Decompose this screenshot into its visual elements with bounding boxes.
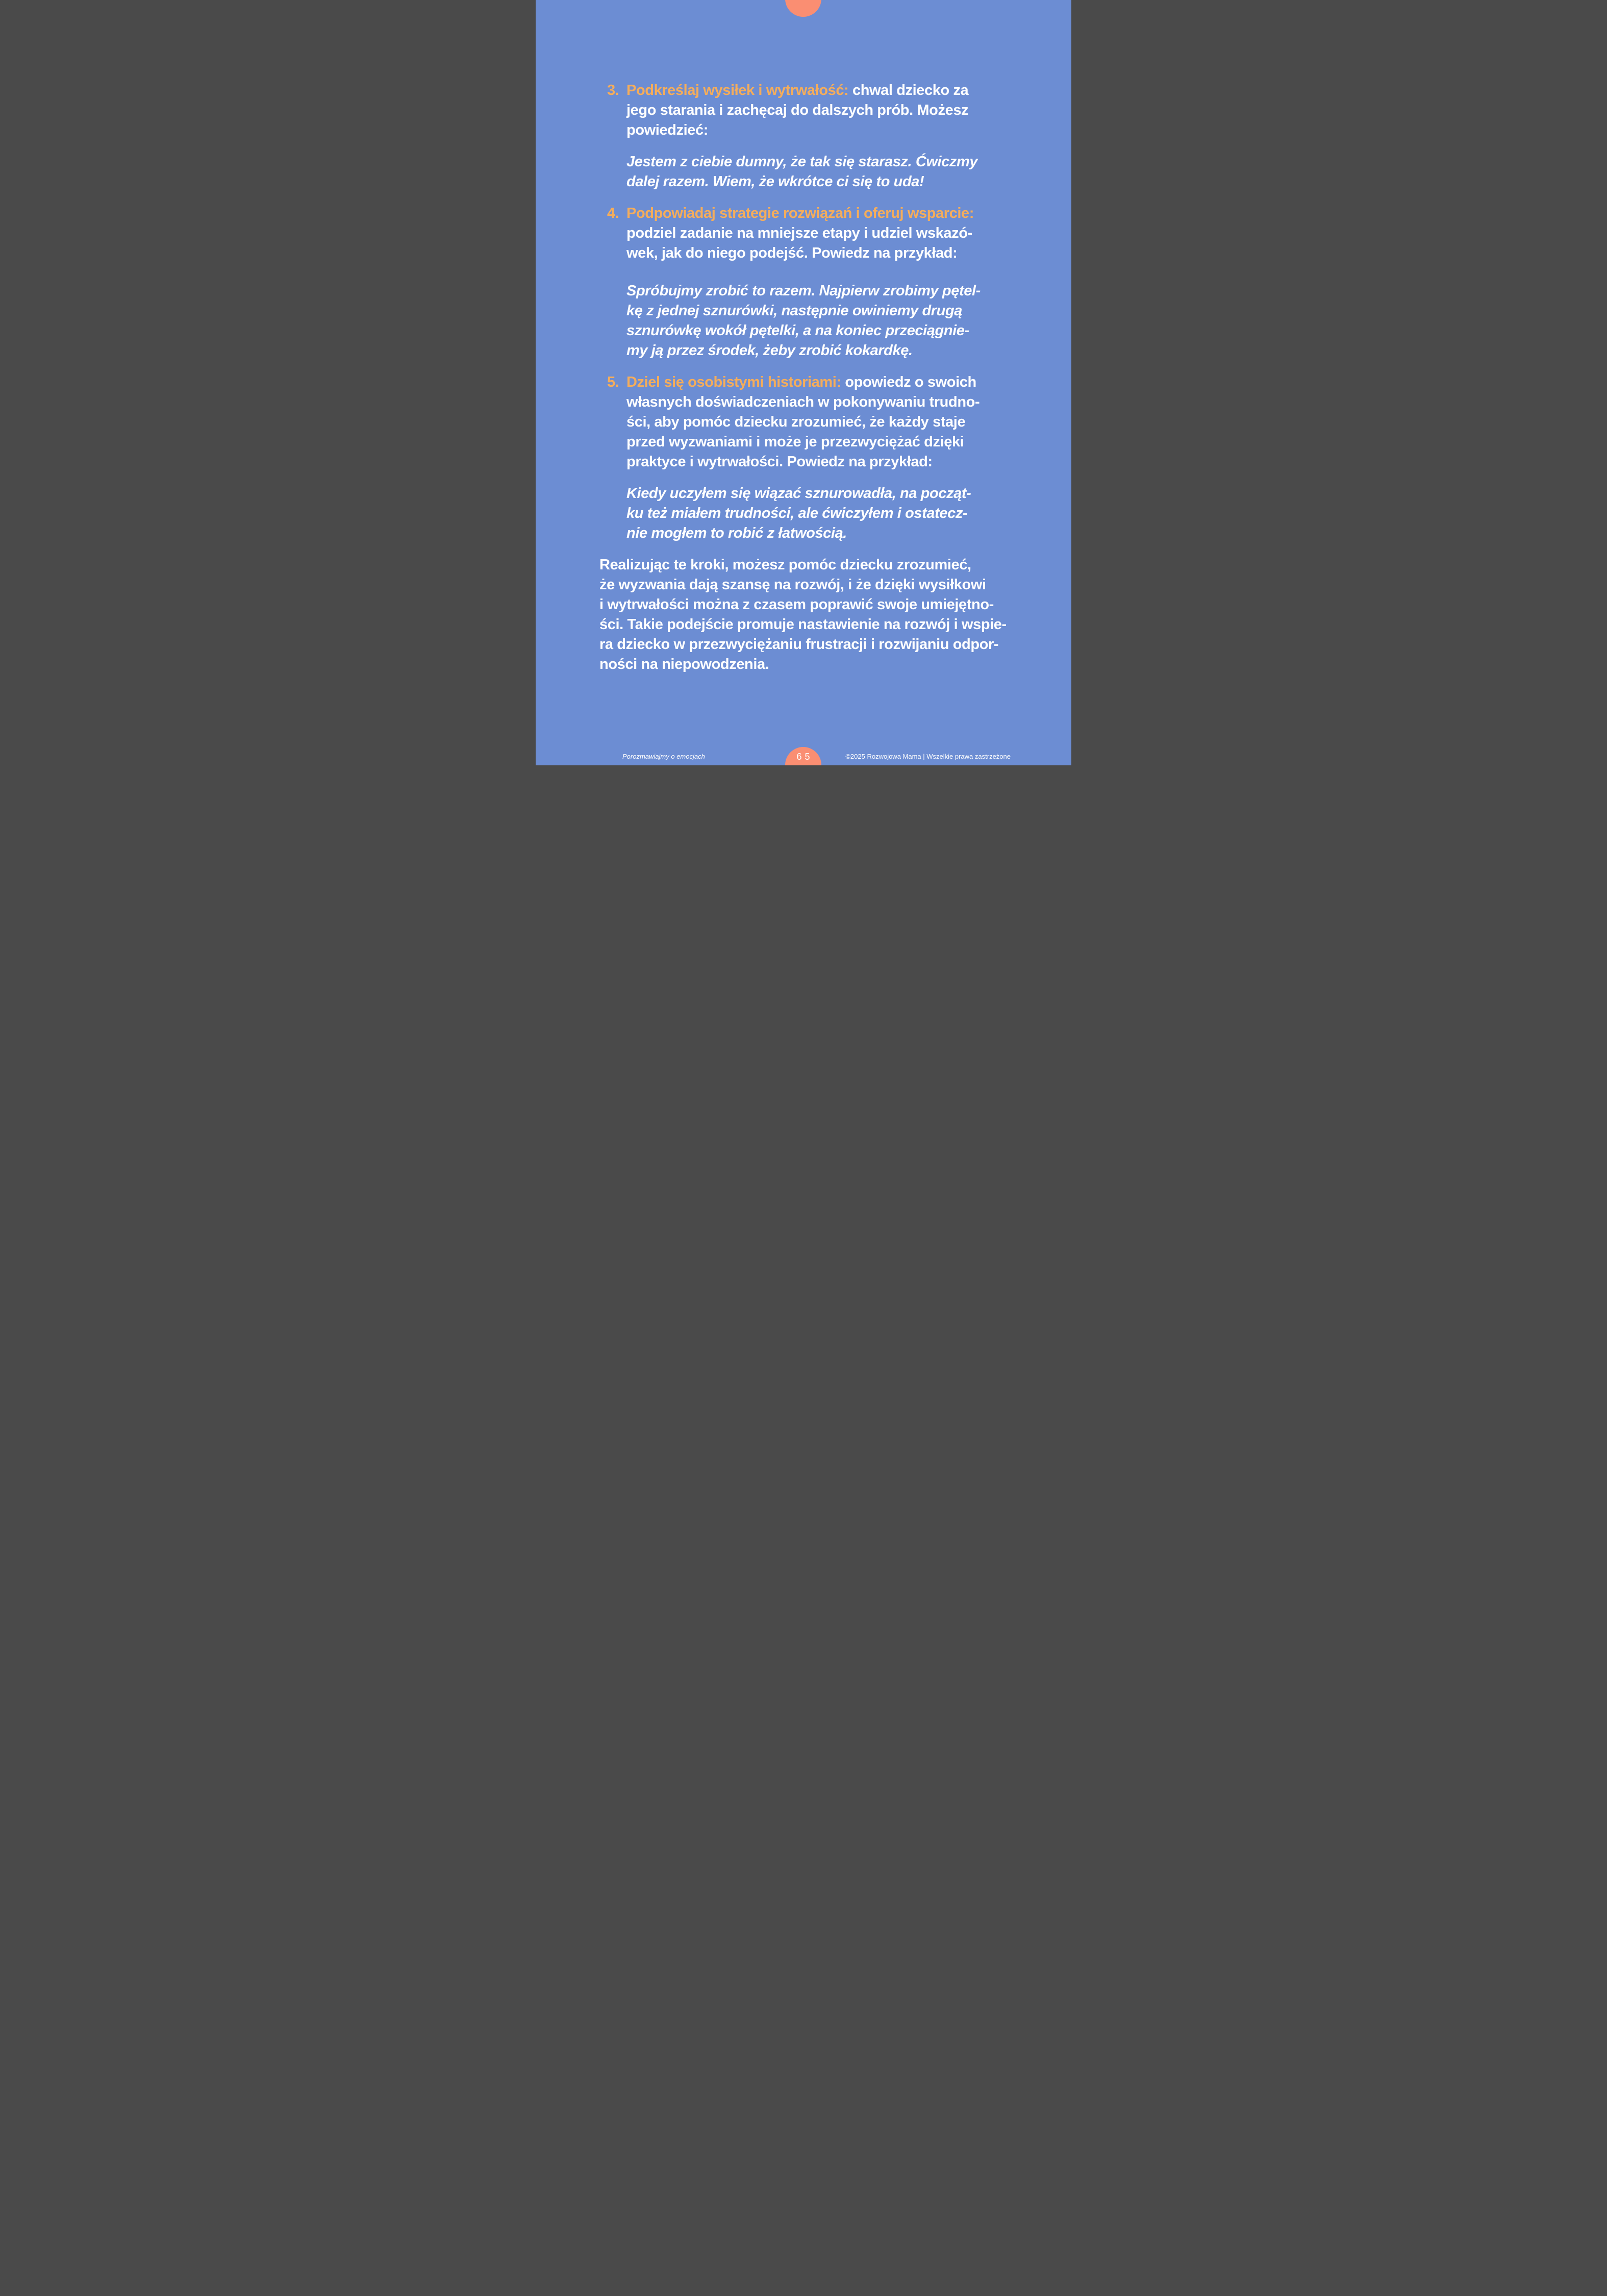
quote-line: sznurówkę wokół pętelki, a na koniec przeciągnie-: [626, 322, 969, 339]
list-item-5: [599, 372, 1011, 472]
list-item-5-line: przed wyzwaniami i może je przezwyciężać dzięki: [626, 434, 964, 450]
list-item-3-line: powiedzieć:: [626, 122, 708, 138]
list-item-3-heading-rest: chwal dziecko za: [848, 82, 969, 98]
footer-book-title: Porozmawiajmy o emocjach: [622, 753, 705, 760]
closing-line: Realizując te kroki, możesz pomóc dziecku zrozumieć,: [599, 557, 971, 573]
quote-item-4: [626, 281, 1011, 361]
quote-line: nie mogłem to robić z łatwością.: [626, 525, 847, 541]
list-item-5-line: ści, aby pomóc dziecku zrozumieć, że każdy staje: [626, 414, 966, 430]
list-item-3-line: [626, 81, 968, 101]
page-number: 65: [796, 752, 813, 762]
list-item-4-heading: Podpowiadaj strategie rozwiązań i oferuj wsparcie:: [626, 205, 974, 221]
list-item-5-number: 5.: [607, 374, 619, 390]
list-item-3: [599, 81, 1011, 140]
quote-line: kę z jednej sznurówki, następnie owiniemy drugą: [626, 303, 963, 319]
quote-line: Kiedy uczyłem się wiązać sznurowadła, na począt-: [626, 485, 971, 502]
quote-item-5: [626, 484, 1011, 543]
list-item-4-number: 4.: [607, 205, 619, 221]
closing-paragraph: [599, 555, 1011, 675]
quote-item-3: [626, 152, 1011, 192]
closing-line: ści. Takie podejście promuje nastawienie na rozwój i wspie-: [599, 616, 1007, 633]
list-item-5-heading-rest: opowiedz o swoich: [841, 374, 976, 390]
list-item-3-line: jego starania i zachęcaj do dalszych prób. Możesz: [626, 102, 969, 118]
list-item-3-number: 3.: [607, 82, 619, 98]
list-item-5-line: własnych doświadczeniach w pokonywaniu trudno-: [626, 394, 980, 410]
quote-line: my ją przez środek, żeby zrobić kokardkę.: [626, 342, 913, 359]
list-item-4: [599, 204, 1011, 263]
list-item-4-line: [626, 204, 974, 223]
closing-line: ności na niepowodzenia.: [599, 656, 769, 672]
closing-line: że wyzwania dają szansę na rozwój, i że dzięki wysiłkowi: [599, 577, 986, 593]
list-item-4-body: [626, 204, 974, 263]
document-page: [536, 0, 1071, 765]
list-item-3-heading: Podkreślaj wysiłek i wytrwałość:: [626, 82, 849, 98]
page-content: [599, 81, 1011, 675]
quote-line: Spróbujmy zrobić to razem. Najpierw zrobimy pętel-: [626, 283, 981, 299]
list-item-3-body: [626, 81, 968, 140]
footer-copyright: ©2025 Rozwojowa Mama | Wszelkie prawa zastrzeżone: [845, 753, 1011, 760]
closing-line: ra dziecko w przezwyciężaniu frustracji i rozwijaniu odpor-: [599, 636, 999, 653]
closing-line: i wytrwałości można z czasem poprawić swoje umiejętno-: [599, 596, 994, 613]
quote-line: ku też miałem trudności, ale ćwiczyłem i ostatecz-: [626, 505, 968, 521]
quote-line: dalej razem. Wiem, że wkrótce ci się to uda!: [626, 173, 924, 190]
list-item-5-line: praktyce i wytrwałości. Powiedz na przykład:: [626, 454, 933, 470]
list-item-5-body: [626, 372, 980, 472]
top-decoration-circle: [785, 0, 821, 17]
list-item-5-heading: Dziel się osobistymi historiami:: [626, 374, 841, 390]
list-item-4-line: wek, jak do niego podejść. Powiedz na przykład:: [626, 245, 958, 261]
list-item-5-line: [626, 372, 980, 392]
quote-line: Jestem z ciebie dumny, że tak się starasz. Ćwiczmy: [626, 154, 978, 170]
list-item-4-line: podziel zadanie na mniejsze etapy i udziel wskazó-: [626, 225, 972, 241]
